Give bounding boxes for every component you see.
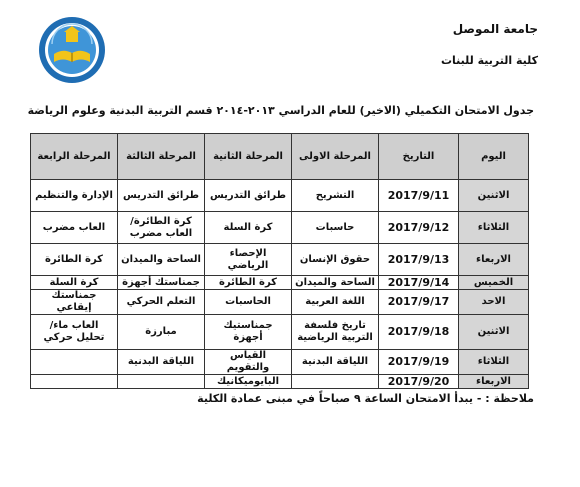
day-cell: الاثنين	[459, 180, 529, 212]
date-cell: 2017/9/19	[379, 350, 459, 375]
stage-1-cell: حاسبات	[292, 212, 379, 244]
stage-2-cell: كرة السلة	[205, 212, 292, 244]
stage-2-cell: القياس والتقويم	[205, 350, 292, 375]
stage-3-cell: التعلم الحركي	[118, 290, 205, 315]
stage-4-cell: الإدارة والتنظيم	[31, 180, 118, 212]
university-seal-icon	[38, 16, 106, 84]
stage-1-cell: التشريح	[292, 180, 379, 212]
stage-1-cell: اللغة العربية	[292, 290, 379, 315]
stage-4-cell: العاب ماء/ تحليل حركي	[31, 315, 118, 350]
date-cell: 2017/9/20	[379, 375, 459, 389]
stage-1-cell	[292, 375, 379, 389]
day-cell: الاربعاء	[459, 244, 529, 276]
header-stage-4: المرحلة الرابعة	[31, 134, 118, 180]
header-day: اليوم	[459, 134, 529, 180]
date-cell: 2017/9/11	[379, 180, 459, 212]
day-cell: الخميس	[459, 276, 529, 290]
table-row	[31, 315, 529, 350]
date-cell: 2017/9/12	[379, 212, 459, 244]
stage-3-cell: طرائق التدريس	[118, 180, 205, 212]
exam-schedule-table	[30, 133, 529, 389]
stage-2-cell: البايوميكانيك	[205, 375, 292, 389]
stage-4-cell: كرة السلة	[31, 276, 118, 290]
table-row	[31, 180, 529, 212]
day-cell: الثلاثاء	[459, 350, 529, 375]
stage-2-cell: كرة الطائرة	[205, 276, 292, 290]
schedule-note: ملاحظة : - يبدأ الامتحان الساعة ٩ صباحاً في مبنى عمادة الكلية	[197, 392, 534, 405]
header-stage-1: المرحلة الاولى	[292, 134, 379, 180]
stage-2-cell: جمناستيك أجهزة	[205, 315, 292, 350]
date-cell: 2017/9/13	[379, 244, 459, 276]
stage-1-cell: تاريخ فلسفة التربية الرياضية	[292, 315, 379, 350]
stage-3-cell	[118, 375, 205, 389]
stage-4-cell: كرة الطائرة	[31, 244, 118, 276]
table-row	[31, 244, 529, 276]
university-name: جامعة الموصل	[452, 22, 538, 36]
stage-4-cell: جمناستك إيقاعي	[31, 290, 118, 315]
stage-3-cell: اللياقة البدنية	[118, 350, 205, 375]
stage-3-cell: جمناستك أجهزة	[118, 276, 205, 290]
college-name: كلية التربية للبنات	[440, 54, 538, 67]
header-date: التاريخ	[379, 134, 459, 180]
stage-4-cell: العاب مضرب	[31, 212, 118, 244]
day-cell: الاربعاء	[459, 375, 529, 389]
header-stage-3: المرحلة الثالثة	[118, 134, 205, 180]
stage-4-cell	[31, 350, 118, 375]
day-cell: الاحد	[459, 290, 529, 315]
schedule-title: جدول الامتحان التكميلي (الاخير) للعام الدراسي ٢٠١٣-٢٠١٤ قسم التربية البدنية وعلوم الرياضة	[27, 104, 534, 117]
table-row	[31, 276, 529, 290]
stage-4-cell	[31, 375, 118, 389]
day-cell: الثلاثاء	[459, 212, 529, 244]
stage-2-cell: الإحصاء الرياضي	[205, 244, 292, 276]
table-row	[31, 375, 529, 389]
day-cell: الاثنين	[459, 315, 529, 350]
university-logo	[38, 16, 106, 84]
table-row	[31, 212, 529, 244]
stage-2-cell: طرائق التدريس	[205, 180, 292, 212]
header-stage-2: المرحلة الثانية	[205, 134, 292, 180]
stage-1-cell: الساحة والميدان	[292, 276, 379, 290]
stage-1-cell: اللياقة البدنية	[292, 350, 379, 375]
stage-1-cell: حقوق الإنسان	[292, 244, 379, 276]
date-cell: 2017/9/17	[379, 290, 459, 315]
table-row	[31, 290, 529, 315]
table-row	[31, 350, 529, 375]
date-cell: 2017/9/14	[379, 276, 459, 290]
stage-2-cell: الحاسبات	[205, 290, 292, 315]
date-cell: 2017/9/18	[379, 315, 459, 350]
table-header-row	[31, 134, 529, 180]
stage-3-cell: مبارزة	[118, 315, 205, 350]
stage-3-cell: الساحة والميدان	[118, 244, 205, 276]
stage-3-cell: كرة الطائرة/ العاب مضرب	[118, 212, 205, 244]
